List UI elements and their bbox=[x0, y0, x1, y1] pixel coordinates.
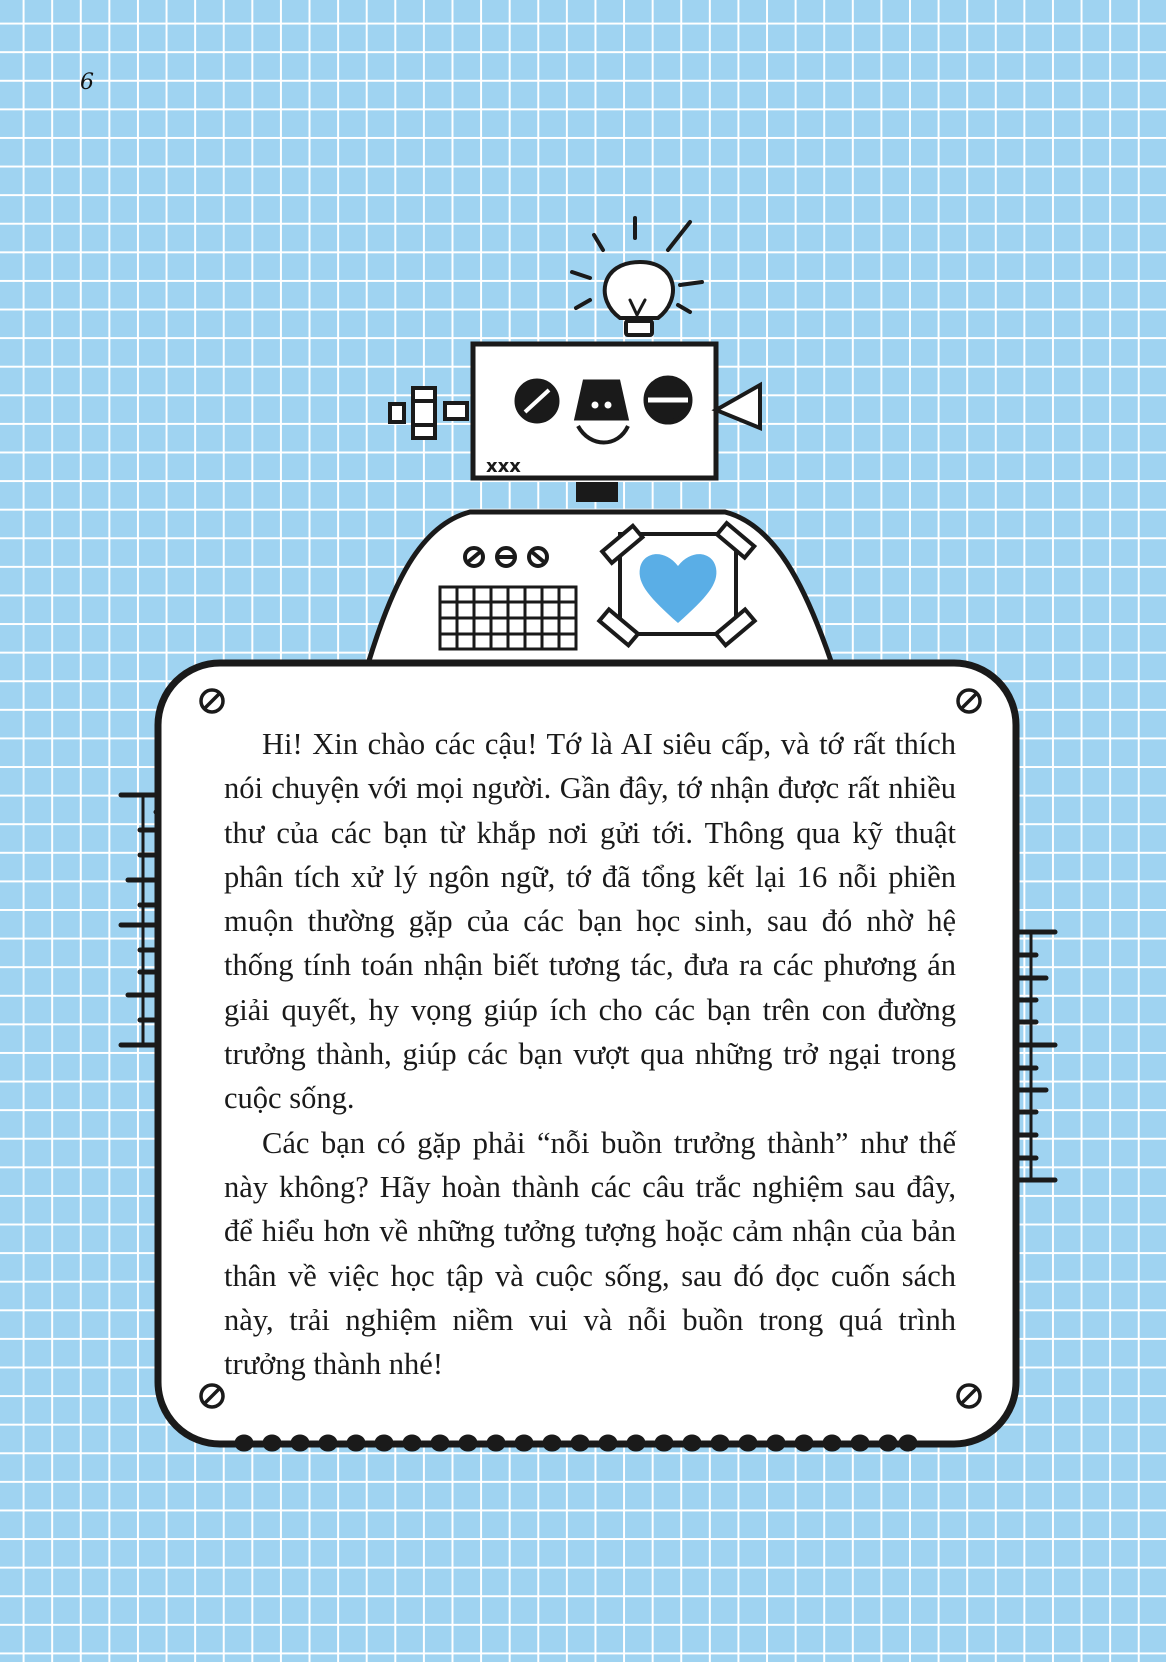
page-number: 6 bbox=[80, 70, 94, 95]
left-scale-marks bbox=[121, 795, 158, 1045]
keypad-icon bbox=[440, 587, 576, 649]
message-paragraph-1: Hi! Xin chào các cậu! Tớ là AI siêu cấp, và tớ rất thích nói chuyện với mọi người. Gần đây, tớ nhận được rất nhiều thư của các bạn từ khắp nơi gửi tới. Thông qua kỹ thuật phân tích xử lý ngôn ngữ, tớ đã tổng kết lại 16 nỗi phiền muộn thường gặp của các bạn học sinh, sau đó nhờ hệ thống tính toán nhận biết tương tác, đưa ra các phương án giải quyết, hy vọng giúp ích cho các bạn trên con đường trưởng thành, giúp các bạn vượt qua những trở ngại trong cuộc sống. bbox=[224, 727, 956, 1116]
face-marks: xxx bbox=[486, 456, 521, 477]
lightbulb-icon bbox=[572, 218, 702, 335]
message-paragraph-2: Các bạn có gặp phải “nỗi buồn trưởng thành” như thế này không? Hãy hoàn thành các câu trắc nghiệm sau đây, để hiểu hơn về những tưởng tượng hoặc cảm nhận của bản thân về việc học tập và cuộc sống, sau đó đọc cuốn sách này, trải nghiệm niềm vui và nỗi buồn trong quá trình trưởng thành nhé! bbox=[224, 1125, 956, 1382]
robot-body bbox=[368, 512, 832, 664]
right-scale-marks bbox=[1016, 932, 1055, 1180]
message-text bbox=[224, 722, 956, 1386]
robot-head bbox=[390, 344, 760, 502]
